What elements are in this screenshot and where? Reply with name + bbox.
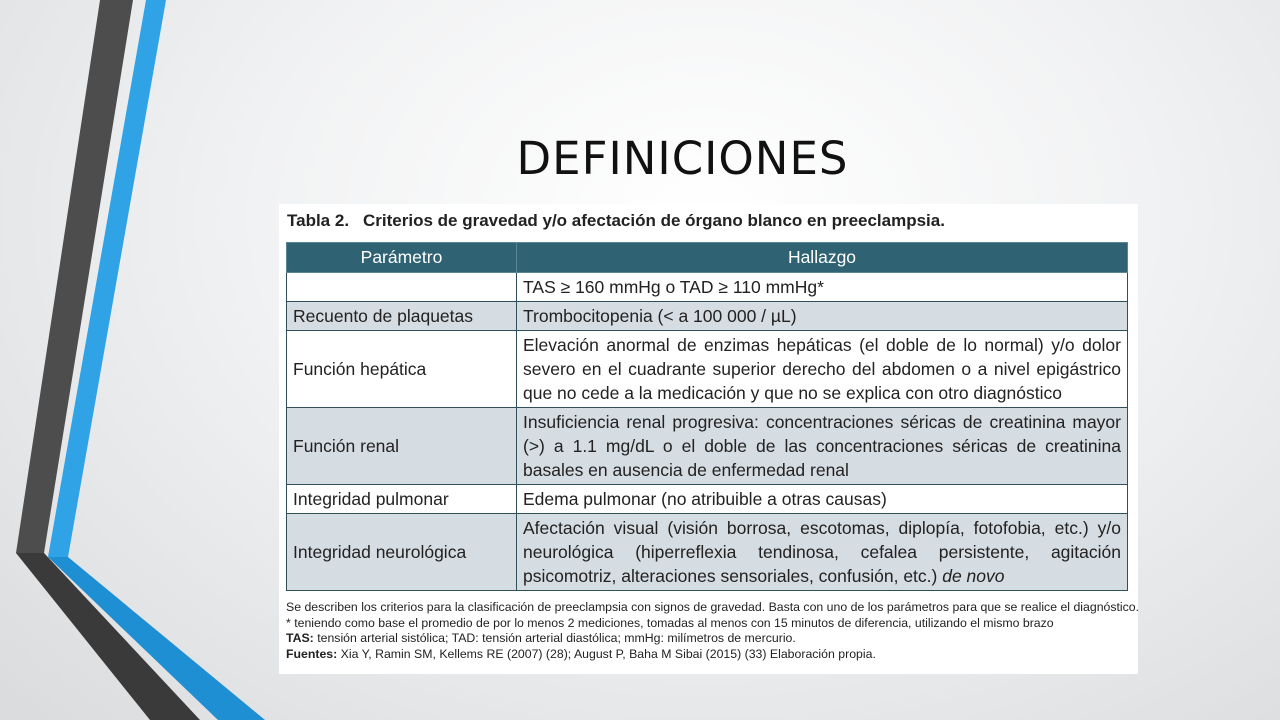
abbrev-label: TAS: — [286, 631, 314, 645]
slide-title: DEFINICIONES — [516, 132, 849, 185]
row-finding: Elevación anormal de enzimas hepáticas (el doble de lo normal) y/o dolor severo en el cuadrante superior derecho del abdomen o a nivel epigástrico que no cede a la medicación y que no se explica con otro diagnóstico — [517, 331, 1128, 408]
gray-stripe-lower — [16, 553, 200, 720]
criteria-table — [286, 242, 1128, 591]
abbrev-text: tensión arterial sistólica; TAD: tensión arterial diastólica; mmHg: milímetros de mercurio. — [317, 631, 796, 645]
header-finding: Hallazgo — [517, 243, 1128, 273]
row-parameter: Recuento de plaquetas — [287, 302, 517, 331]
sources-text: Xia Y, Ramin SM, Kellems RE (2007) (28); August P, Baha M Sibai (2015) (33) Elaboración propia. — [340, 646, 876, 661]
table-row — [287, 408, 1128, 485]
row-finding: Insuficiencia renal progresiva: concentraciones séricas de creatinina mayor (>) a 1.1 mg/dL o el doble de las concentraciones séricas de creatinina basales en ausencia de enfermedad renal — [517, 408, 1128, 485]
note-sources — [286, 647, 1131, 663]
table-row — [287, 331, 1128, 408]
row-finding: TAS ≥ 160 mmHg o TAD ≥ 110 mmHg* — [517, 273, 1128, 302]
table-caption-label: Tabla 2. — [287, 211, 350, 230]
table-row — [287, 273, 1128, 302]
table-row — [287, 514, 1128, 591]
row-parameter — [287, 273, 517, 302]
row-parameter: Integridad pulmonar — [287, 485, 517, 514]
table-row — [287, 485, 1128, 514]
note-abbreviations — [286, 631, 1131, 647]
header-parameter: Parámetro — [287, 243, 517, 273]
table-row — [287, 302, 1128, 331]
criteria-table-figure — [279, 204, 1138, 674]
row-finding: Edema pulmonar (no atribuible a otras causas) — [517, 485, 1128, 514]
row-parameter: Integridad neurológica — [287, 514, 517, 591]
table-caption-text: Criterios de gravedad y/o afectación de órgano blanco en preeclampsia. — [363, 211, 945, 230]
note-line-2: * teniendo como base el promedio de por lo menos 2 mediciones, tomadas al menos con 15 minutos de diferencia, utilizando el mismo brazo — [286, 615, 1054, 630]
row-finding-text: Afectación visual (visión borrosa, escotomas, diplopía, fotofobia, etc.) y/o neurológica (hiperreflexia tendinosa, cefalea persistente, agitación psicomotriz, alteraciones sensoriales, confusión, etc.) — [523, 518, 1121, 586]
row-finding: Trombocitopenia (< a 100 000 / µL) — [517, 302, 1128, 331]
table-header-row — [287, 243, 1128, 273]
table-caption — [287, 211, 945, 231]
note-line-1: Se describen los criterios para la clasificación de preeclampsia con signos de gravedad. Basta con uno de los parámetros para que se realice el diagnóstico. — [286, 600, 1140, 614]
row-finding-italic: de novo — [942, 566, 1005, 586]
row-parameter: Función hepática — [287, 331, 517, 408]
sources-label: Fuentes: — [286, 646, 338, 661]
table-notes — [286, 600, 1140, 662]
row-finding — [517, 514, 1128, 591]
row-parameter: Función renal — [287, 408, 517, 485]
